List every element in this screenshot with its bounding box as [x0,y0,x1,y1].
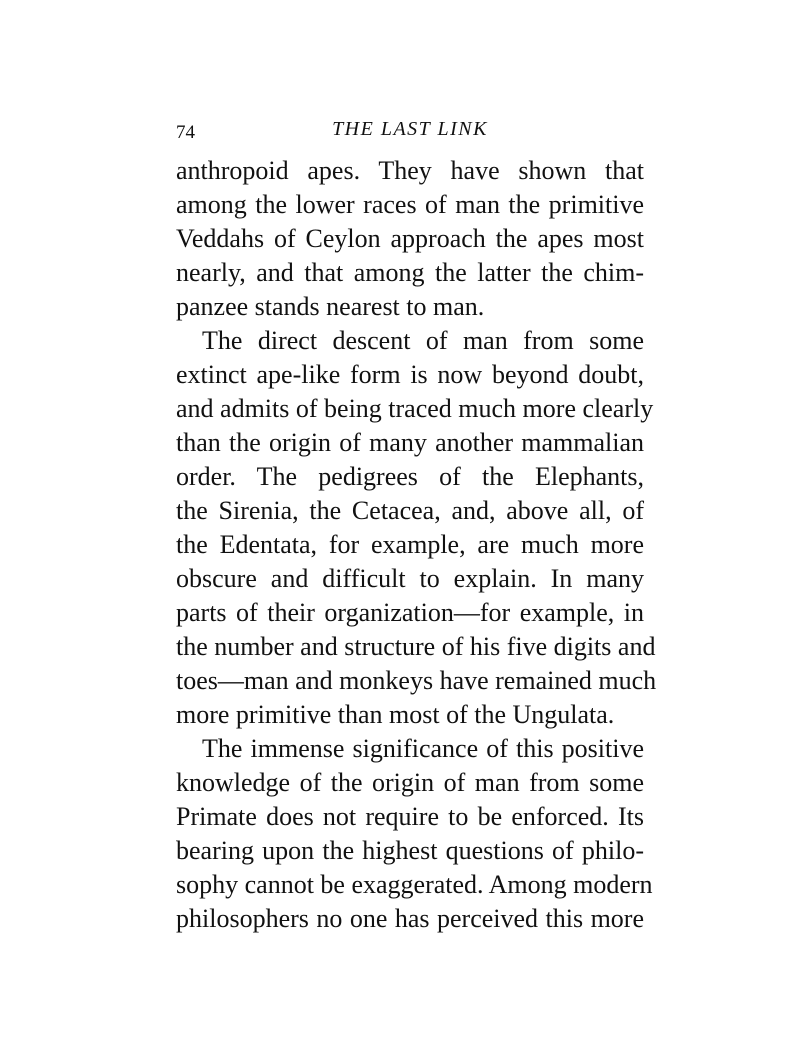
paragraph-1 [176,154,644,324]
text-line: than the origin of many another mammalian [176,428,644,457]
body-text [176,154,657,936]
text-line: obscure and difficult to explain. In many [176,564,644,593]
running-head: THE LAST LINK [332,118,488,140]
text-line: and admits of being traced much more clearly [176,394,654,423]
text-line: knowledge of the origin of man from some [176,768,644,797]
paragraph-3 [176,732,653,936]
text-line: bearing upon the highest questions of philo- [176,836,644,865]
page-number: 74 [176,122,195,143]
text-line: extinct ape-like form is now beyond doubt, [176,360,644,389]
page-header [176,118,644,146]
text-line: sophy cannot be exaggerated. Among modern [176,870,653,899]
text-line: the Sirenia, the Cetacea, and, above all, of [176,496,644,525]
text-line: the Edentata, for example, are much more [176,530,644,559]
text-line: philosophers no one has perceived this more [176,904,644,933]
text-line: The direct descent of man from some [202,326,644,355]
text-line: panzee stands nearest to man. [176,292,485,321]
text-line: The immense significance of this positive [202,734,644,763]
text-line: parts of their organization—for example, in [176,598,644,627]
text-line: order. The pedigrees of the Elephants, [176,462,644,491]
text-line: Primate does not require to be enforced. Its [176,802,644,831]
text-line: among the lower races of man the primitive [176,190,644,219]
text-line: Veddahs of Ceylon approach the apes most [176,224,644,253]
text-line: more primitive than most of the Ungulata. [176,700,615,729]
text-line: the number and structure of his five digits and [176,632,656,661]
text-line: anthropoid apes. They have shown that [176,156,644,185]
text-line: toes—man and monkeys have remained much [176,666,657,695]
paragraph-2 [176,324,657,732]
text-line: nearly, and that among the latter the chim- [176,258,644,287]
